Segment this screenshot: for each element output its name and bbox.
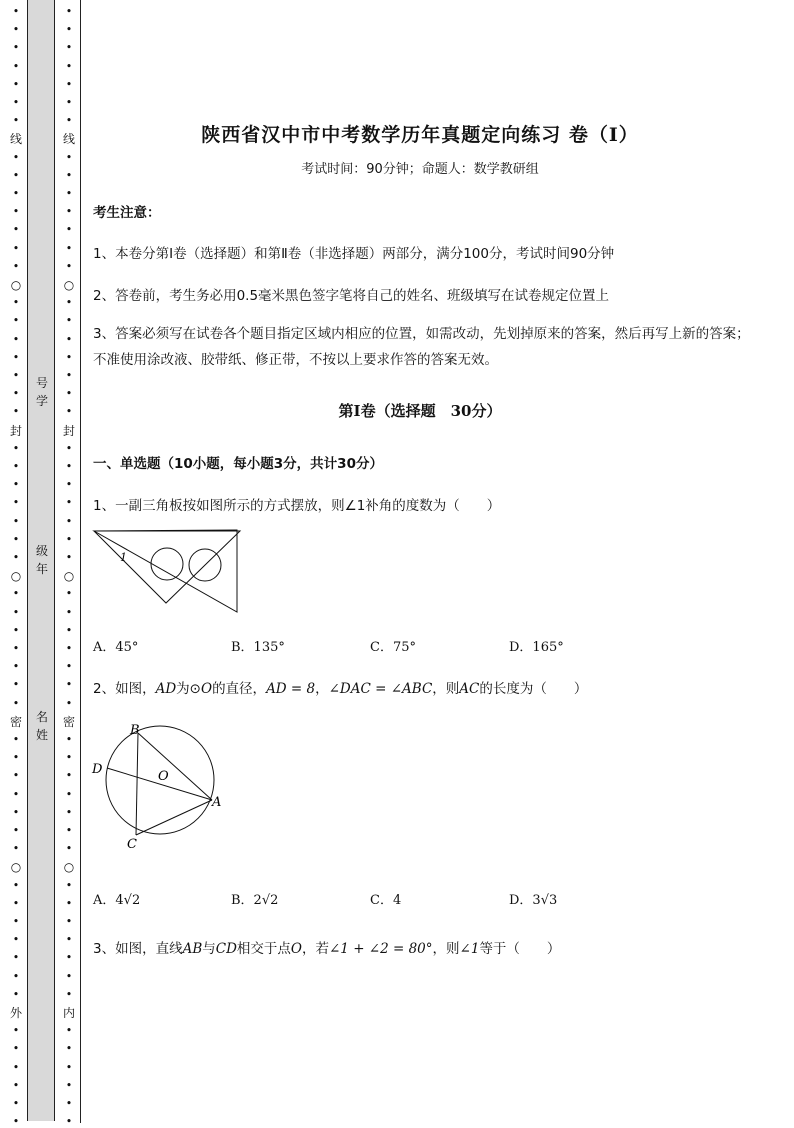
notice-item-1: 1、本卷分第I卷（选择题）和第Ⅱ卷（非选择题）两部分，满分100分，考试时间90分钟 [93,246,615,262]
binding-dot: • [12,678,20,692]
binding-dot: • [12,59,20,73]
segment-ca [136,800,212,835]
binding-dot: • [65,587,73,601]
q2-option-c: C．4 [370,893,402,908]
binding-dot: • [65,696,73,710]
binding-dot: • [65,460,73,473]
binding-dot: • [12,951,20,965]
q2-option-a: A．4√2 [93,893,141,908]
q1-option-c: C．75° [370,640,416,655]
binding-dot: • [65,387,73,401]
binding-dot: • [65,678,73,692]
binding-dot: • [65,896,73,910]
binding-dot: • [65,187,73,200]
binding-dot: • [12,842,20,856]
binding-dot: • [12,660,20,674]
binding-dot: • [65,441,73,455]
binding-label-left-1: 封 [9,423,22,438]
binding-dot: • [65,733,73,746]
section-title: 第I卷（选择题 30分） [338,402,502,420]
binding-dot: • [65,1097,73,1110]
q3-text-mid3: ，若 [302,941,329,957]
binding-dot: • [65,842,73,856]
binding-dot: • [12,1060,20,1074]
binding-dot: • [65,660,73,674]
student-number-label: 号学 [35,376,48,408]
binding-dot: • [12,205,20,219]
binding-circle: ○ [10,569,22,584]
binding-dot: • [65,96,73,109]
binding-dot: • [12,769,20,783]
binding-circle: ○ [63,860,75,875]
binding-dot: • [65,259,73,273]
point-a-label: A [212,795,222,810]
binding-dot: • [12,259,20,273]
binding-dot: • [65,405,73,419]
binding-dot: • [12,387,20,401]
q3-point-o: O [290,941,302,957]
binding-dot: • [12,150,20,164]
binding-dots-left [9,0,23,1128]
binding-label-left-2: 密 [9,714,22,729]
binding-dot: • [12,587,20,601]
binding-dot: • [12,41,20,55]
binding-dot: • [65,150,73,164]
binding-dot: • [12,23,20,37]
q3-text-mid1: 与 [202,941,216,957]
binding-dot: • [65,223,73,237]
binding-dot: • [12,987,20,1001]
binding-dot: • [12,168,20,182]
binding-label-right-3: 内 [62,1006,75,1020]
binding-dot: • [65,77,73,91]
binding-dot: • [65,241,73,255]
notice-item-3: 3、答案必须写在试卷各个题目指定区域内相应的位置，如需改动，先划掉原来的答案，然后再写上新的答案；不准使用涂改液、胶带纸、修正带，不按以上要求作答的答案无效。 [93,326,750,368]
q3-text-pre: 3、如图，直线 [93,941,183,957]
binding-dot: • [65,642,73,655]
q2-option-b: B．2√2 [231,893,279,908]
binding-dot: • [12,1078,20,1092]
binding-dot: • [65,205,73,219]
binding-dot: • [12,551,20,564]
part-heading: 一、单选题（10小题，每小题3分，共计30分） [93,456,383,472]
question-3-stem [93,937,560,957]
binding-dot: • [12,805,20,819]
q3-text-mid2: 相交于点 [236,941,291,957]
angle-1-label: 1 [120,551,127,564]
binding-dot: • [65,296,73,310]
segment-bc [136,733,138,835]
binding-dot: • [65,168,73,182]
binding-dot: • [65,1115,73,1128]
binding-dot: • [12,187,20,200]
binding-dot: • [65,23,73,37]
point-c-label: C [127,837,137,852]
q2-text-mid3: ，则 [432,681,460,697]
binding-dot: • [65,551,73,564]
binding-dot: • [12,514,20,528]
q3-text-mid4: ，则 [432,941,460,957]
binding-dot: • [65,751,73,765]
binding-dot: • [65,532,73,546]
binding-dot: • [12,642,20,655]
binding-dots-right [62,0,76,1128]
q1-option-a: A．45° [93,640,139,655]
binding-dot: • [12,460,20,473]
binding-dot: • [12,896,20,910]
binding-label-right-0: 线 [62,132,75,147]
q3-text-post: 等于（ ） [479,941,561,957]
set-square-right [94,530,237,612]
binding-circle: ○ [63,278,75,292]
binding-dot: • [65,478,73,492]
name-label: 名姓 [35,710,48,742]
binding-dot: • [12,332,20,346]
circle-left [151,548,183,580]
binding-dot: • [12,733,20,746]
binding-dot: • [65,805,73,819]
binding-dot: • [12,96,20,109]
binding-dot: • [12,878,20,892]
binding-dot: • [65,1042,73,1056]
q3-line-cd: CD [215,941,237,957]
binding-dot: • [12,496,20,510]
binding-dot: • [65,824,73,837]
binding-dot: • [12,787,20,801]
q2-option-d: D．3√3 [509,893,558,908]
binding-dot: • [65,915,73,928]
grade-label: 级年 [35,544,48,576]
binding-dot: • [12,478,20,492]
binding-dot: • [65,1060,73,1074]
exam-info: 考试时间：90分钟；命题人：数学教研组 [301,162,539,177]
binding-label-left-0: 线 [9,132,22,147]
binding-dot: • [65,1024,73,1038]
binding-dot: • [12,605,20,619]
notice-heading: 考生注意： [93,205,161,221]
binding-dot: • [12,314,20,328]
binding-dot: • [12,532,20,546]
binding-label-left-3: 外 [9,1006,22,1020]
binding-dot: • [65,59,73,73]
binding-dot: • [65,969,73,983]
binding-dot: • [65,987,73,1001]
binding-circle: ○ [10,860,22,875]
binding-dot: • [65,933,73,947]
binding-dot: • [12,915,20,928]
binding-dot: • [65,951,73,965]
binding-dot: • [12,1115,20,1128]
binding-dot: • [65,114,73,128]
binding-label-right-1: 封 [62,423,75,438]
q2-condition-1: AD = 8 [266,681,316,697]
binding-dot: • [65,350,73,364]
binding-dot: • [12,350,20,364]
binding-dot: • [12,1042,20,1056]
binding-dot: • [12,296,20,310]
binding-dot: • [12,441,20,455]
q2-center-o: O [200,681,213,697]
binding-dot: • [12,1097,20,1110]
binding-label-right-2: 密 [62,714,75,729]
binding-dot: • [12,223,20,237]
binding-dot: • [12,969,20,983]
binding-dot: • [12,369,20,382]
q3-line-ab: AB [182,941,203,957]
binding-dot: • [65,5,73,18]
q2-segment-ac: AC [459,681,480,697]
q2-text-post: 的长度为（ ） [479,681,588,697]
binding-dot: • [65,769,73,783]
binding-dot: • [12,114,20,128]
binding-dot: • [65,314,73,328]
binding-dot: • [12,77,20,91]
binding-dot: • [12,623,20,637]
q3-angle-1: ∠1 [459,941,480,957]
q1-option-b: B．135° [231,640,285,655]
binding-dot: • [65,787,73,801]
q2-segment-ad: AD [155,681,177,697]
binding-circle: ○ [10,278,22,292]
binding-dot: • [12,751,20,765]
question-1-stem: 1、一副三角板按如图所示的方式摆放，则∠1补角的度数为（ ） [93,498,501,514]
binding-dot: • [12,5,20,18]
point-b-label: B [130,723,140,738]
set-square-left [94,531,240,603]
page-title: 陕西省汉中市中考数学历年真题定向练习 卷（Ⅰ） [201,124,639,146]
question-2-stem [93,677,587,697]
notice-item-2: 2、答卷前，考生务必用0.5毫米黑色签字笔将自己的姓名、班级填写在试卷规定位置上 [93,288,610,304]
binding-dot: • [12,696,20,710]
binding-edge-line [80,0,81,1123]
binding-dot: • [12,933,20,947]
binding-dot: • [65,332,73,346]
q3-condition: ∠1 + ∠2 = 80° [329,941,433,957]
q2-text-mid1: 为⊙ [176,681,201,697]
binding-dot: • [65,1078,73,1092]
binding-dot: • [65,369,73,382]
binding-dot: • [65,514,73,528]
point-o-label: O [158,769,169,784]
q2-text-pre: 2、如图， [93,681,156,697]
q1-option-d: D．165° [509,640,564,655]
question-2-figure [88,718,228,854]
binding-dot: • [65,605,73,619]
binding-circle: ○ [63,569,75,584]
binding-dot: • [65,623,73,637]
binding-dot: • [65,878,73,892]
question-1-figure [92,528,242,616]
q2-text-mid2: 的直径， [212,681,267,697]
binding-dot: • [12,405,20,419]
binding-dot: • [65,496,73,510]
binding-dot: • [12,824,20,837]
q2-text-sep: ， [315,681,329,697]
point-d-label: D [92,762,103,777]
binding-dot: • [12,1024,20,1038]
segment-ba [138,733,212,800]
binding-dot: • [65,41,73,55]
q2-condition-2: ∠DAC = ∠ABC [328,681,433,697]
binding-dot: • [12,241,20,255]
